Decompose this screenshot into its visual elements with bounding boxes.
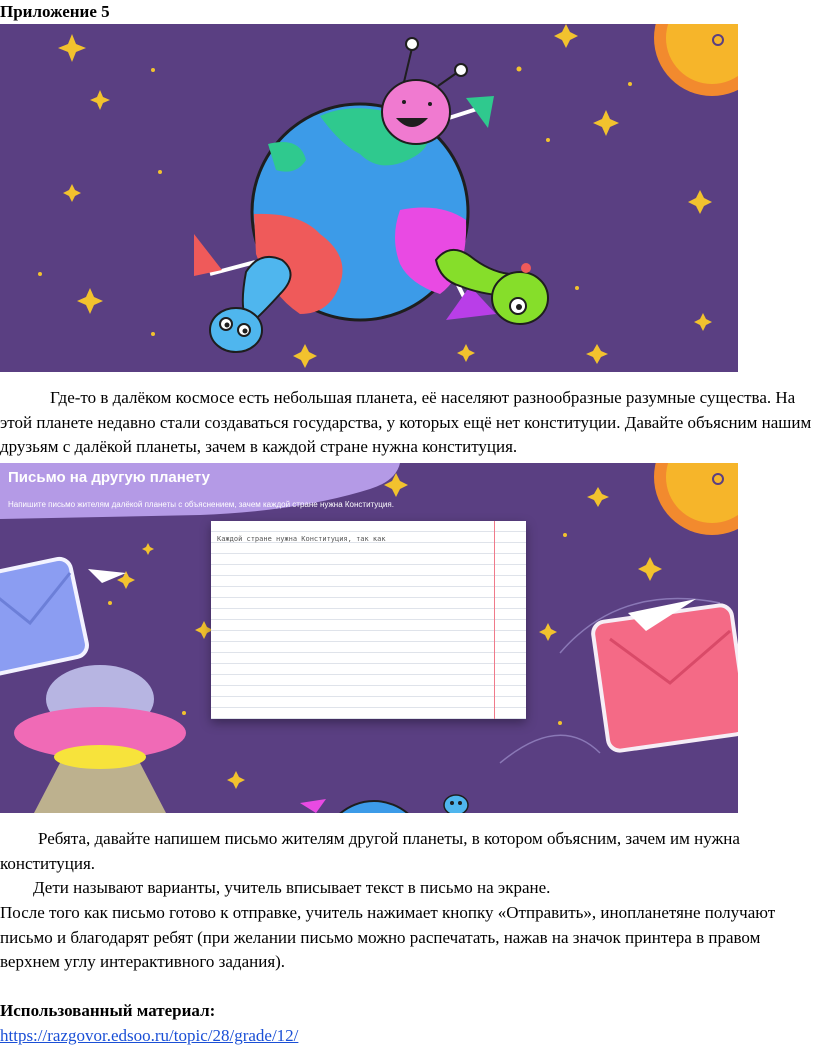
small-alien-icon xyxy=(444,795,468,813)
pink-alien-icon xyxy=(382,38,467,144)
letter-text[interactable]: Каждой стране нужна Конституция, так как xyxy=(217,535,386,543)
envelope-icon xyxy=(592,604,738,752)
sources-heading: Использованный материал: xyxy=(0,1001,216,1020)
instruction-paragraph: Ребята, давайте напишем письмо жителям другой планеты, в котором объясним, зачем им нужна конституция. xyxy=(0,829,740,873)
planet-scene-graphic xyxy=(0,24,738,372)
paper-margin-line xyxy=(494,521,495,719)
intro-paragraph: Где-то в далёком космосе есть небольшая планета, её населяют разнообразные разумные существа. На этой планете недавно стали создаваться государства, у которых ещё нет конституции. Давайте объясним нашим друзьям с далёкой планеты, зачем в каждой стране нужна конституция. xyxy=(0,388,812,456)
envelope-icon xyxy=(0,557,89,678)
sun-icon xyxy=(654,463,738,535)
letter-screen xyxy=(0,463,738,813)
appendix-title: Приложение 5 xyxy=(0,2,110,21)
activity-paragraph: Дети называют варианты, учитель вписывает текст в письмо на экране. xyxy=(33,878,551,897)
source-link[interactable]: https://razgovor.edsoo.ru/topic/28/grade/12/ xyxy=(0,1026,299,1045)
ufo-icon xyxy=(14,665,186,813)
letter-screen-subtitle: Напишите письмо жителям далёкой планеты с объяснением, зачем каждой стране нужна Конституция. xyxy=(8,500,394,509)
letter-paper[interactable] xyxy=(211,521,526,719)
send-paragraph: После того как письмо готово к отправке, учитель нажимает кнопку «Отправить», инопланетяне получают письмо и благодарят ребят (при желании письмо можно распечатать, нажав на значок принтера в правом верхнем углу интерактивного задания). xyxy=(0,903,776,971)
sun-icon xyxy=(654,24,738,96)
planet-illustration xyxy=(0,24,738,372)
letter-screen-title: Письмо на другую планету xyxy=(8,469,210,486)
